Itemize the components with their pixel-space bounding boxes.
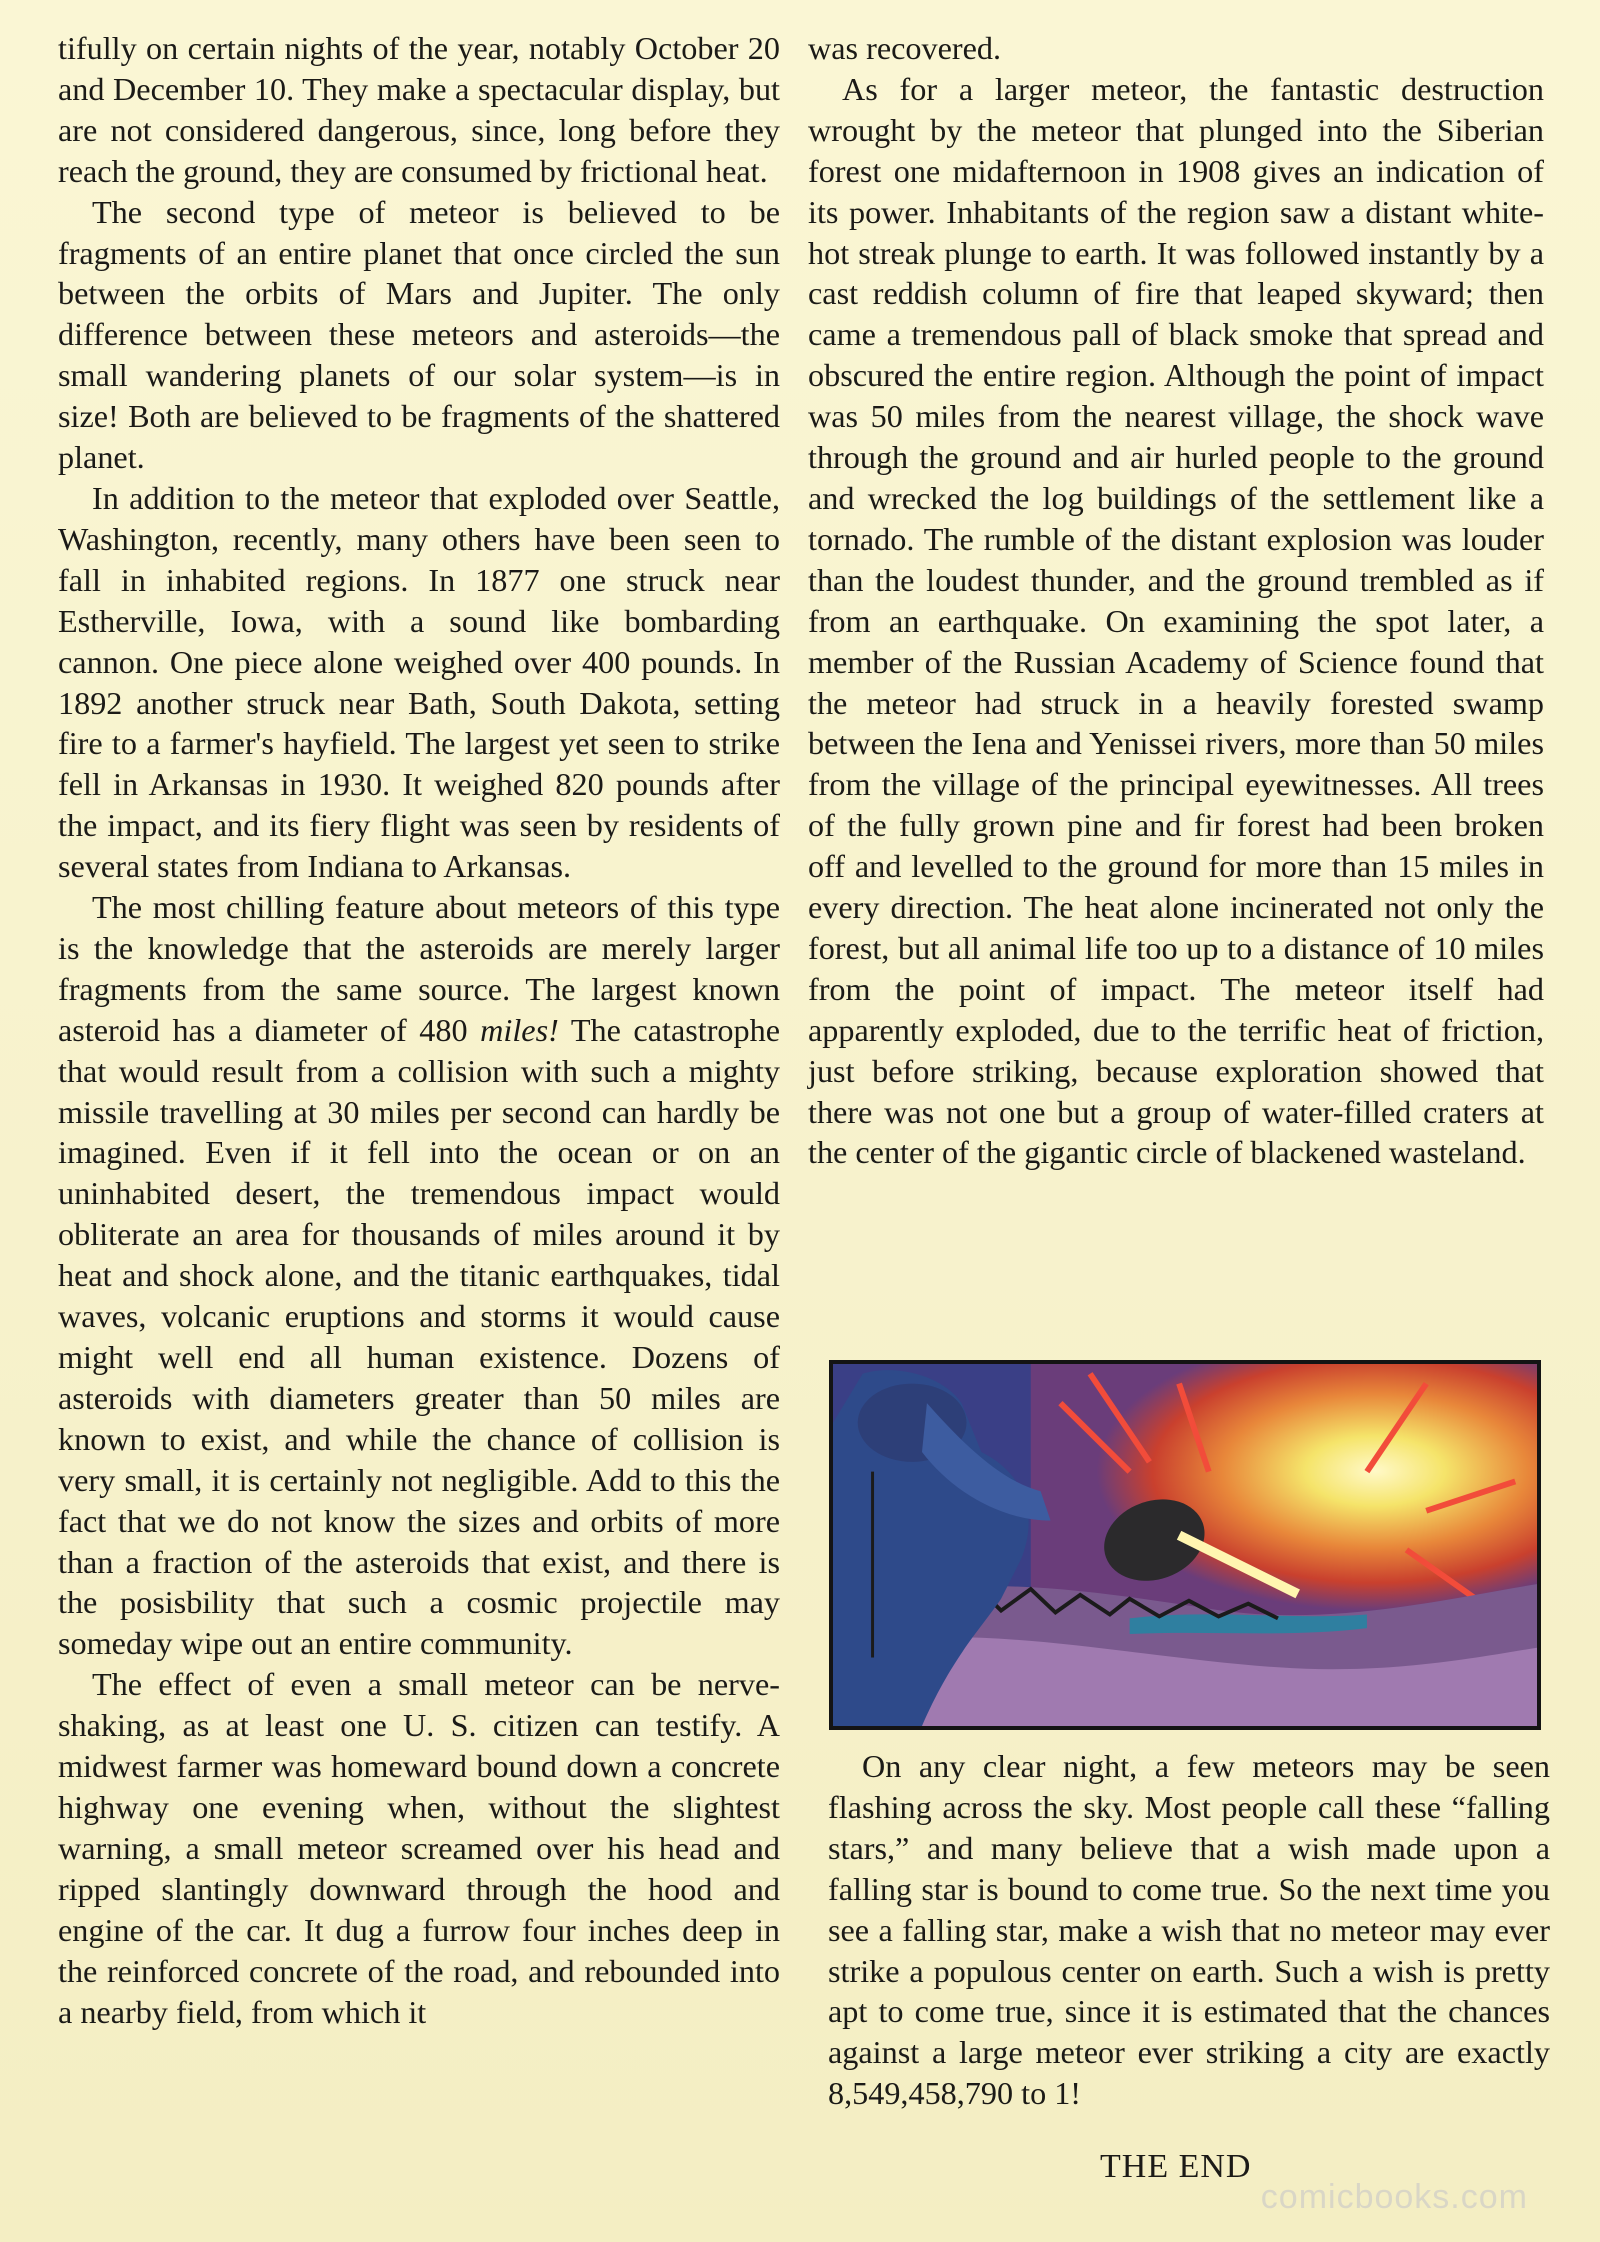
watermark: comicbooks.com [1260,2178,1528,2216]
paragraph-second-type: The second type of meteor is believed to be fragments of an entire planet that once circled the sun between the orbits of Mars and Jupiter. The only difference between these meteors and asteroids—the small wandering planets of our solar system—is in size! Both are believed to be fragments of the shattered planet. [58,193,780,476]
paragraph-frictional-heat: tifully on certain nights of the year, notably October 20 and December 10. They make a spectacular display, but are not considered dangerous, since, long before they reach the ground, they are consumed by frictional heat. [58,30,780,189]
paragraph-falling-stars: On any clear night, a few meteors may be seen flashing across the sky. Most people call these “falling stars,” and many believe that a wish made upon a falling star is bound to come true. So the next time you see a falling star, make a wish that no meteor may ever strike a populous center on earth. Such a wish is pretty apt to come true, since it is estimated that the chances against a large meteor ever striking a city are exactly 8,549,458,790 to 1! [828,1748,1550,2112]
meteor-illustration-image [833,1364,1537,1726]
left-text-column [58,28,780,2032]
closing-text-column [828,1746,1550,2114]
right-text-column [808,28,1544,1173]
paragraph-small-meteor: The effect of even a small meteor can be nerve-shaking, as at least one U. S. citizen can testify. A midwest farmer was homeward bound down a concrete highway one evening when, without the slightest warning, a small meteor screamed over his head and ripped slantingly downward through the hood and engine of the car. It dug a furrow four inches deep in the reinforced concrete of the road, and rebounded into a nearby field, from which it [58,1666,780,2030]
emphasis-miles: miles! [480,1011,559,1048]
paragraph-inhabited-regions: In addition to the meteor that exploded over Seattle, Washington, recently, many others have been seen to fall in inhabited regions. In 1877 one struck near Estherville, Iowa, with a sound like bombarding cannon. One piece alone weighed over 400 pounds. In 1892 another struck near Bath, South Dakota, setting fire to a farmer's hayfield. The largest yet seen to strike fell in Arkansas in 1930. It weighed 820 pounds after the impact, and its fiery flight was seen by residents of several states from Indiana to Arkansas. [58,479,780,885]
paragraph-chilling-feature [58,887,780,1664]
chilling-text-before: The most chilling feature about meteors of this type is the knowledge that the asteroids are merely larger fragments from the same source. The largest known asteroid has a diameter of 480 [58,889,780,1048]
chilling-text-after: The catastrophe that would result from a collision with such a mighty missile travelling at 30 miles per second can hardly be imagined. Even if it fell into the ocean or on an uninhabited desert, the tremendous impact would obliterate an area for thousands of miles around it by heat and shock alone, and the titanic earthquakes, tidal waves, volcanic eruptions and storms it would cause might well end all human existence. Dozens of asteroids with diameters greater than 50 miles are known to exist, and while the chance of collision is very small, it is certainly not negligible. Add to this the fact that we do not know the sizes and orbits of more than a fraction of the asteroids that exist, and there is the posisbility that such a cosmic projectile may someday wipe out an entire community. [58,1011,780,1662]
meteor-illustration-panel [829,1360,1541,1730]
the-end-label: THE END [1100,2148,1252,2185]
paragraph-siberian-meteor: As for a larger meteor, the fantastic destruction wrought by the meteor that plunged into the Siberian forest one midafternoon in 1908 gives an indication of its power. Inhabitants of the region saw a distant white-hot streak plunge to earth. It was followed instantly by a cast reddish column of fire that leaped skyward; then came a tremendous pall of black smoke that spread and obscured the entire region. Although the point of impact was 50 miles from the nearest village, the shock wave through the ground and air hurled people to the ground and wrecked the log buildings of the settlement like a tornado. The rumble of the distant explosion was louder than the loudest thunder, and the ground trembled as if from an earthquake. On examining the spot later, a member of the Russian Academy of Science found that the meteor had struck in a heavily forested swamp between the Iena and Yenissei rivers, more than 50 miles from the village of the principal eyewitnesses. All trees of the fully grown pine and fir forest had been broken off and levelled to the ground for more than 15 miles in every direction. The heat alone incinerated not only the forest, but all animal life too up to a distance of 10 miles from the point of impact. The meteor itself had apparently exploded, due to the terrific heat of friction, just before striking, because exploration showed that there was not one but a group of water-filled craters at the center of the gigantic circle of blackened wasteland. [808,70,1544,1171]
paragraph-was-recovered: was recovered. [808,30,1002,66]
